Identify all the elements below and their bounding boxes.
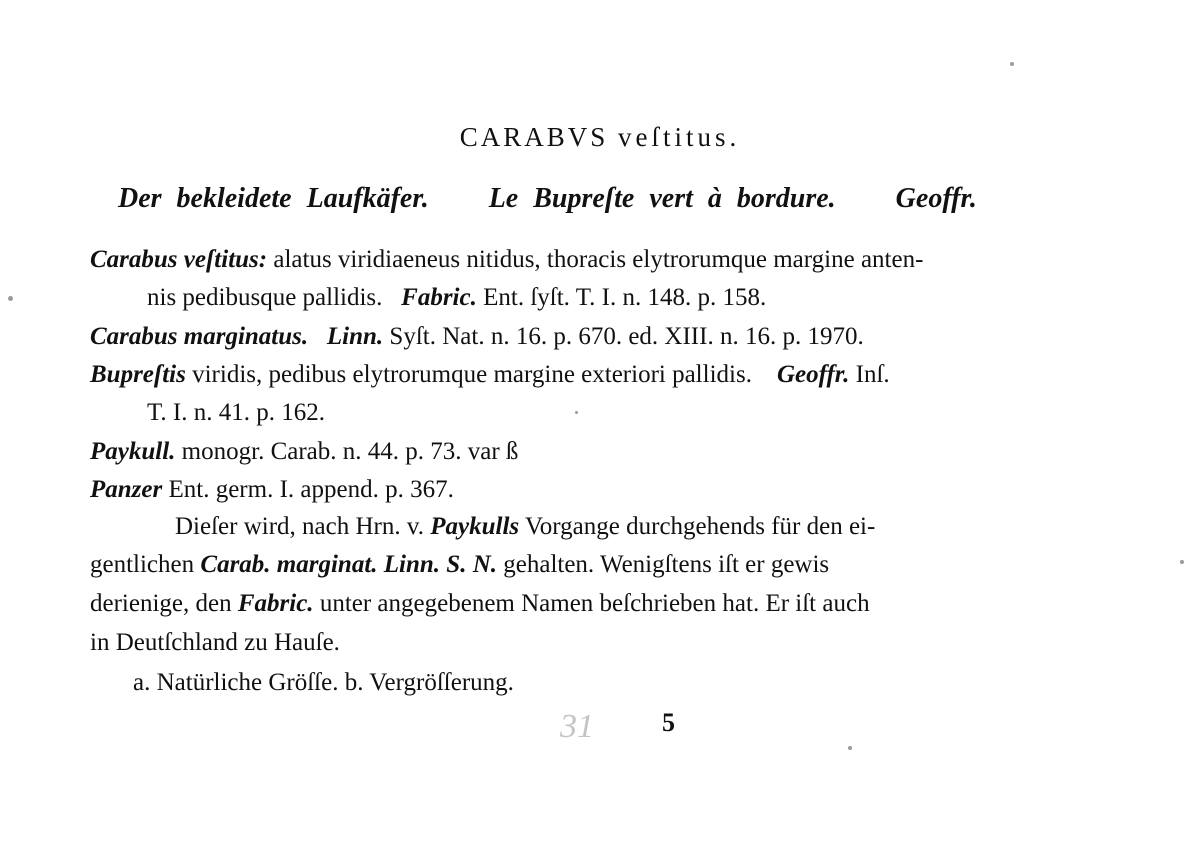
scan-speck (1180, 560, 1184, 564)
scan-speck (1010, 62, 1014, 66)
synonym-entry (90, 475, 454, 505)
synonym-citation: T. I. n. 41. p. 162. (147, 399, 325, 426)
pencil-annotation: 31 (560, 708, 594, 745)
synonym-entry (90, 322, 864, 352)
page-number: 5 (662, 708, 675, 737)
paragraph-reference: Carab. marginat. Linn. S. N. (200, 551, 497, 578)
synonym-name: Panzer (90, 476, 163, 503)
synonym-author: Fabric. (401, 284, 477, 311)
synonym-author: Linn. (326, 323, 384, 350)
synonym-citation: monogr. Carab. n. 44. p. 73. var ß (181, 438, 519, 465)
french-name-author: Geoffr. (895, 183, 977, 214)
paragraph-line (90, 589, 870, 619)
synonym-citation: Ent. germ. I. append. p. 367. (168, 476, 454, 503)
paragraph-text: gehalten. Wenigſtens iſt er gewis (503, 551, 830, 578)
paragraph-text: derienige, den (90, 590, 232, 617)
paragraph-text: Vorgange durchgehends für den ei- (524, 513, 876, 540)
synonym-citation: Ent. ſyſt. T. I. n. 148. p. 158. (483, 284, 767, 311)
paragraph-author: Fabric. (237, 590, 314, 617)
synonym-name: Carabus marginatus. (90, 323, 309, 350)
synonym-entry-continuation (147, 283, 766, 313)
figure-legend: a. Natürliche Gröſſe. b. Vergröſſerung. (133, 669, 514, 696)
synonym-name: Carabus veſtitus: (90, 246, 268, 273)
paragraph-text: Dieſer wird, nach Hrn. v. (175, 513, 424, 540)
synonym-author: Geoffr. (776, 361, 850, 388)
scan-speck (575, 411, 578, 414)
synonym-name: Paykull. (90, 438, 176, 465)
synonym-description: viridis, pedibus elytrorumque margine exteriori pallidis. (192, 361, 752, 388)
synonym-entry (90, 360, 890, 390)
paragraph-text: unter angegebenem Namen beſchrieben hat. Er iſt auch (319, 590, 870, 617)
genus-name: CARABVS (459, 122, 609, 152)
scan-speck (848, 746, 852, 750)
synonym-name: Bupreſtis (90, 361, 186, 388)
paragraph-text: gentlichen (90, 551, 195, 578)
synonym-entry (90, 437, 518, 467)
species-title (0, 122, 1200, 153)
paragraph-author: Paykulls (430, 513, 520, 540)
synonym-description: nis pedibusque pallidis. (147, 284, 383, 311)
synonym-citation: Inſ. (855, 361, 890, 388)
paragraph-line (90, 550, 829, 580)
synonym-citation: Syſt. Nat. n. 16. p. 670. ed. XIII. n. 16. p. 1970. (389, 323, 864, 350)
synonym-description: alatus viridiaeneus nitidus, thoracis elytrorumque margine anten- (273, 246, 924, 273)
french-common-name: Le Bupreſte vert à bordure. (488, 183, 836, 214)
synonym-entry (90, 245, 923, 275)
german-common-name: Der bekleidete Laufkäfer. (118, 183, 429, 214)
paragraph-line (90, 628, 340, 658)
species-epithet: veſtitus. (618, 122, 741, 152)
paragraph-text: in Deutſchland zu Hauſe. (90, 629, 340, 656)
synonym-entry-continuation (147, 398, 325, 428)
common-names-line (118, 183, 977, 215)
paragraph-line (175, 512, 875, 542)
scan-speck (8, 296, 13, 301)
